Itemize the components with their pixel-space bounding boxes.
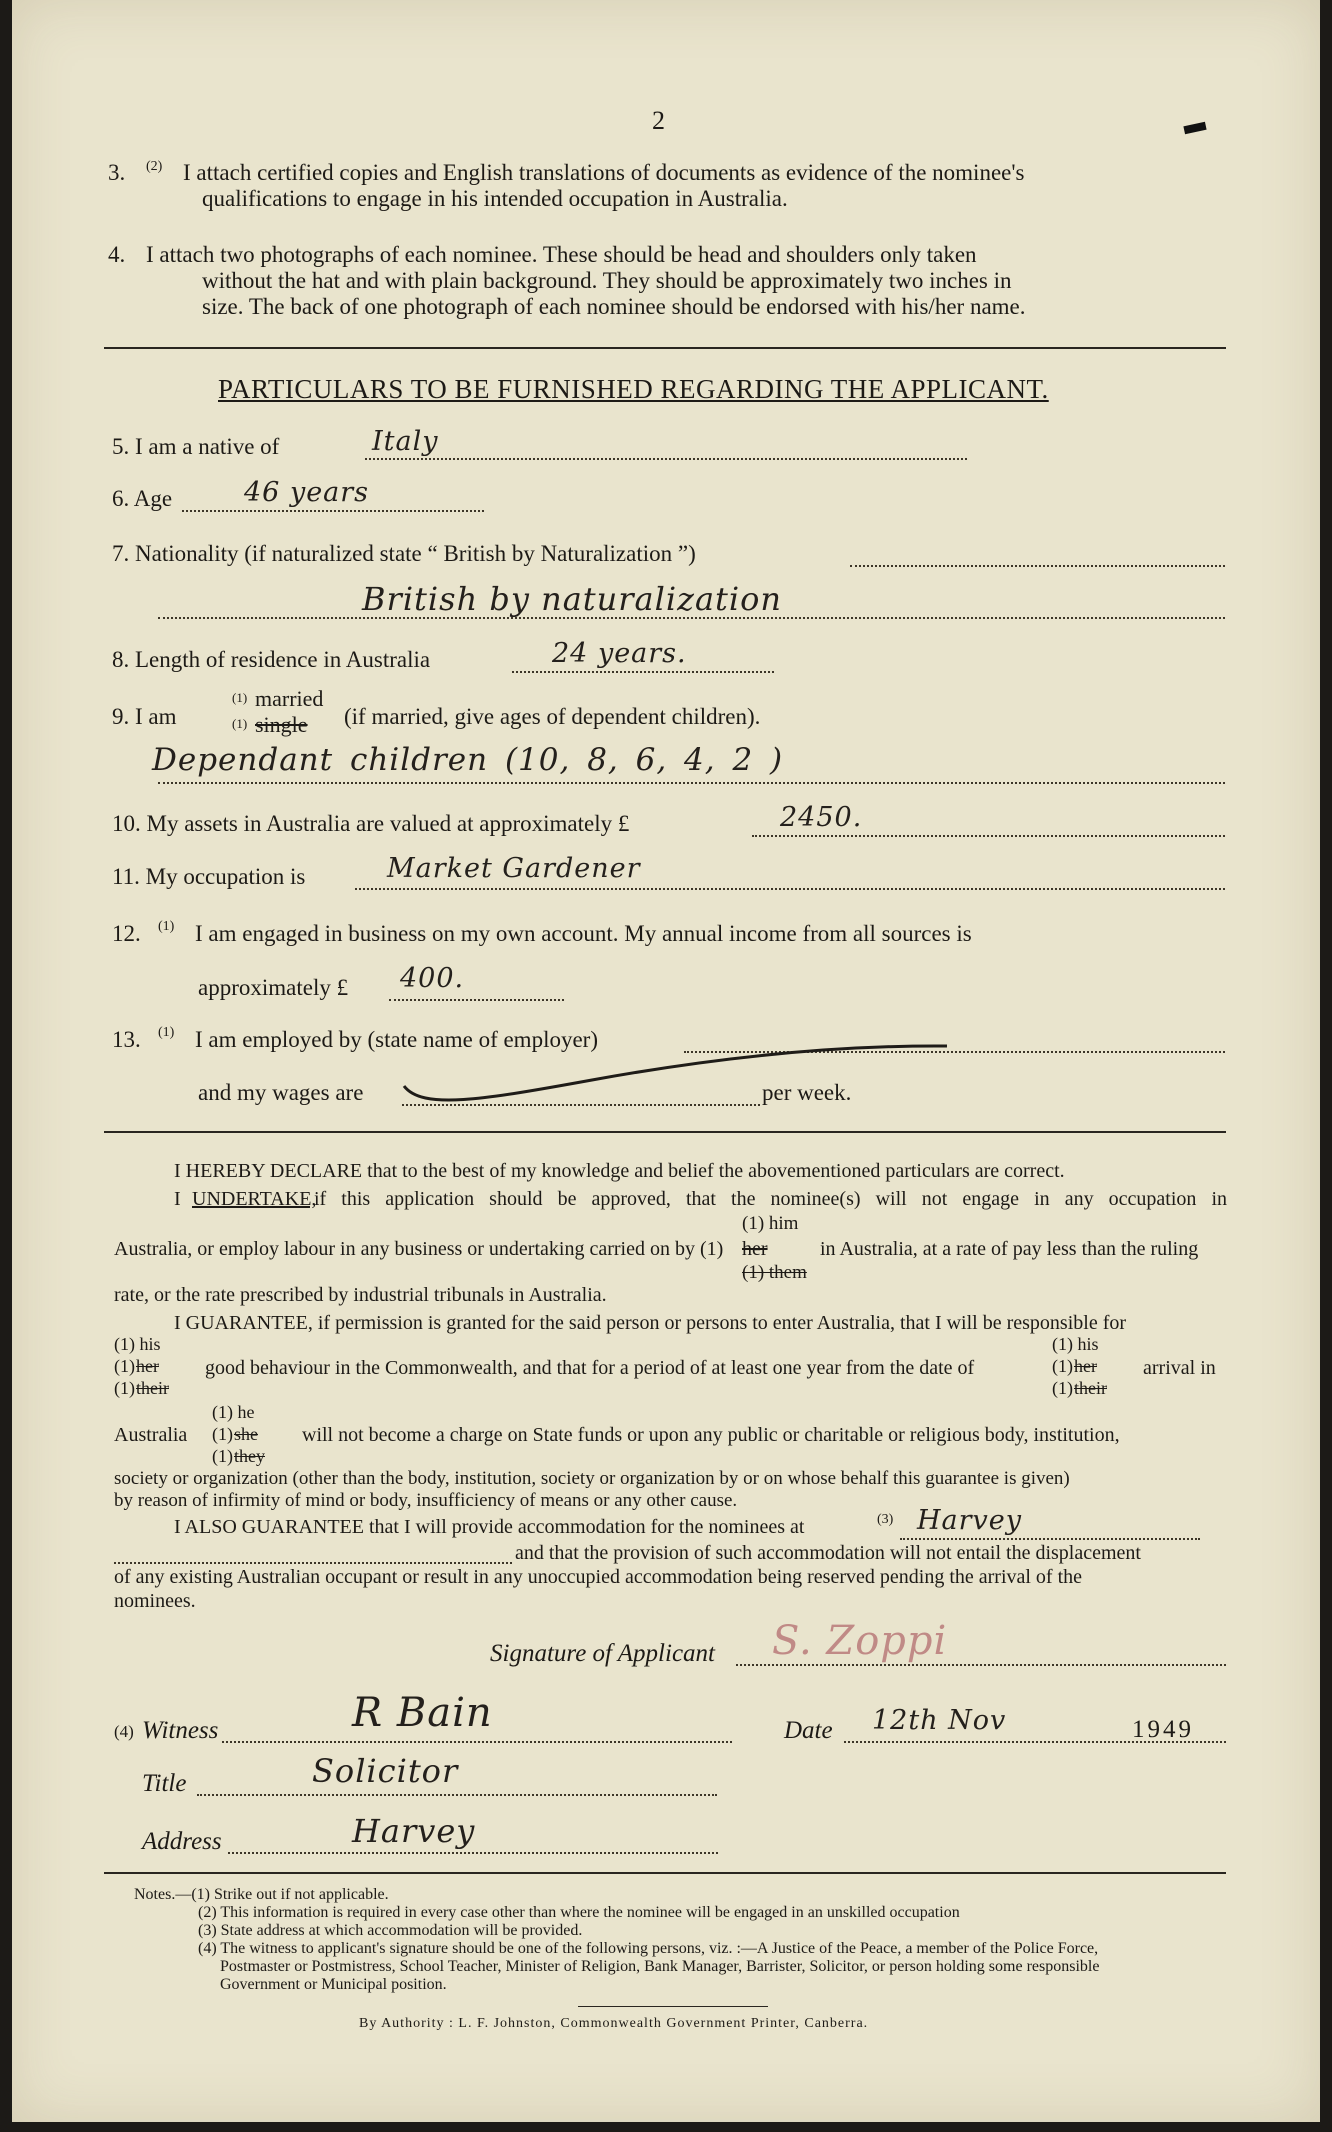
- title-value: Solicitor: [312, 1752, 459, 1790]
- item-4-number: 4.: [108, 242, 126, 267]
- single-option: single: [255, 712, 308, 737]
- age-line: [182, 510, 484, 512]
- single-ref: (1): [232, 716, 248, 731]
- undertake-line1: if this application should be approved, that the nominee(s) will not engage in any occupation in: [314, 1188, 1227, 1210]
- guarantee-their2-ref: (1): [1052, 1378, 1073, 1398]
- declaration-divider: [104, 1131, 1226, 1133]
- undertake-word: UNDERTAKE,: [192, 1188, 317, 1210]
- note-3: (3) State address at which accommodation will be provided.: [198, 1922, 583, 1939]
- guarantee-their: their: [136, 1378, 169, 1398]
- guarantee-she-ref: (1): [212, 1424, 233, 1444]
- title-label: Title: [142, 1770, 187, 1797]
- occupation-label: 11. My occupation is: [112, 864, 306, 889]
- business-line1: I am engaged in business on my own account. My annual income from all sources is: [195, 921, 972, 946]
- married-option: married: [255, 686, 324, 711]
- witness-line: [222, 1741, 732, 1743]
- employed-ref: (1): [158, 1025, 175, 1040]
- authority-rule: [578, 2006, 768, 2007]
- witness-signature: R Bain: [352, 1690, 493, 1736]
- address-value: Harvey: [352, 1812, 476, 1850]
- employed-number: 13.: [112, 1027, 141, 1052]
- date-label: Date: [784, 1717, 833, 1744]
- guarantee-they: they: [234, 1446, 265, 1466]
- note-2: (2) This information is required in every case other than where the nominee will be engaged in an unskilled occupation: [198, 1904, 960, 1921]
- employed-line2: and my wages are: [198, 1080, 364, 1105]
- note-4b: Postmaster or Postmistress, School Teacher, Minister of Religion, Bank Manager, Barrister, Solicitor, or person holding some responsible: [220, 1958, 1100, 1975]
- marital-label: 9. I am: [112, 704, 177, 729]
- undertake-them: (1) them: [742, 1262, 807, 1283]
- age-value: 46 years: [244, 477, 370, 508]
- item-3-line2: qualifications to engage in his intended occupation in Australia.: [202, 186, 788, 211]
- income-value: 400.: [400, 963, 465, 994]
- nationality-label: 7. Nationality (if naturalized state “ British by Naturalization ”): [112, 541, 696, 566]
- guarantee-he: (1) he: [212, 1402, 255, 1422]
- guarantee-her: her: [136, 1356, 159, 1376]
- assets-label: 10. My assets in Australia are valued at approximately £: [112, 811, 630, 836]
- item-3-ref: (2): [146, 159, 163, 174]
- nationality-value: British by naturalization: [362, 580, 782, 618]
- date-year: 1949: [1132, 1716, 1194, 1743]
- undertake-line2b: in Australia, at a rate of pay less than the ruling: [820, 1238, 1199, 1260]
- applicant-signature-line: [736, 1664, 1226, 1666]
- witness-label: Witness: [142, 1717, 219, 1744]
- note-4a: (4) The witness to applicant's signature should be one of the following persons, viz. :—A Justice of the Peace, a member of the Police Force,: [198, 1940, 1099, 1957]
- guarantee-they-ref: (1): [212, 1446, 233, 1466]
- married-ref: (1): [232, 690, 248, 705]
- accommodation-line4: nominees.: [114, 1590, 196, 1612]
- assets-line: [752, 835, 1225, 837]
- business-ref: (1): [158, 919, 175, 934]
- applicant-signature-label: Signature of Applicant: [490, 1640, 715, 1667]
- date-value: 12th Nov: [872, 1705, 1007, 1736]
- wages-suffix: per week.: [762, 1080, 852, 1105]
- guarantee-their2: their: [1074, 1378, 1107, 1398]
- ink-mark: [1183, 122, 1206, 134]
- income-line: [389, 999, 564, 1001]
- accommodation-line: [900, 1538, 1200, 1540]
- marital-instructions: (if married, give ages of dependent children).: [344, 704, 761, 729]
- guarantee-line2: good behaviour in the Commonwealth, and that for a period of at least one year from the date of: [205, 1357, 975, 1379]
- notes-head: Notes.—(1) Strike out if not applicable.: [134, 1886, 389, 1903]
- accommodation-line2-text: and that the provision of such accommodation will not entail the displacement: [515, 1542, 1141, 1564]
- applicant-signature: S. Zoppi: [772, 1618, 948, 1664]
- guarantee-line4: society or organization (other than the body, institution, society or organization by or on whose behalf this guarantee is given): [114, 1468, 1070, 1489]
- guarantee-his: (1) his: [114, 1334, 161, 1354]
- declare-text: I HEREBY DECLARE that to the best of my knowledge and belief the abovementioned particulars are correct.: [174, 1160, 1065, 1182]
- accommodation-line2: [114, 1562, 512, 1564]
- children-line: [158, 782, 1225, 784]
- accommodation-value: Harvey: [917, 1505, 1023, 1536]
- page-number: 2: [652, 106, 665, 135]
- guarantee-arrival: arrival in: [1143, 1357, 1216, 1379]
- item-3-number: 3.: [108, 160, 126, 185]
- form-page: [12, 0, 1320, 2122]
- title-line: [197, 1794, 717, 1796]
- guarantee-she: she: [234, 1424, 258, 1444]
- age-label: 6. Age: [112, 486, 173, 511]
- nationality-line1: [850, 565, 1225, 567]
- undertake-i: I: [174, 1188, 181, 1210]
- undertake-her: her: [742, 1238, 768, 1260]
- undertake-line3: rate, or the rate prescribed by industrial tribunals in Australia.: [114, 1284, 607, 1306]
- item-4-line3: size. The back of one photograph of each nominee should be endorsed with his/her name.: [202, 294, 1026, 319]
- undertake-line2a: Australia, or employ labour in any business or undertaking carried on by (1): [114, 1238, 724, 1260]
- employed-line1: I am employed by (state name of employer): [195, 1027, 598, 1052]
- residence-value: 24 years.: [552, 638, 687, 669]
- guarantee-their-ref: (1): [114, 1378, 135, 1398]
- note-4c: Government or Municipal position.: [220, 1976, 447, 1993]
- accommodation-line3: of any existing Australian occupant or result in any unoccupied accommodation being reserved pending the arrival of the: [114, 1566, 1083, 1588]
- address-line: [228, 1852, 718, 1854]
- guarantee-line3: will not become a charge on State funds or upon any public or charitable or religious body, institution,: [302, 1424, 1120, 1446]
- assets-value: 2450.: [780, 802, 863, 833]
- native-label: 5. I am a native of: [112, 434, 280, 459]
- accommodation-ref: (3): [877, 1512, 894, 1527]
- witness-ref: (4): [114, 1722, 134, 1741]
- item-4-line1: I attach two photographs of each nominee. These should be head and shoulders only taken: [146, 242, 977, 267]
- occupation-line: [355, 888, 1225, 890]
- guarantee-her2-ref: (1): [1052, 1356, 1073, 1376]
- occupation-value: Market Gardener: [387, 853, 641, 884]
- section-divider: [104, 347, 1226, 349]
- native-value: Italy: [372, 426, 439, 457]
- native-line: [365, 458, 967, 460]
- guarantee-his2: (1) his: [1052, 1334, 1099, 1354]
- item-3-line1: I attach certified copies and English translations of documents as evidence of the nominee's: [183, 160, 1025, 185]
- undertake-him: (1) him: [742, 1213, 799, 1234]
- guarantee-line5: by reason of infirmity of mind or body, insufficiency of means or any other cause.: [114, 1490, 738, 1511]
- accommodation-line1: I ALSO GUARANTEE that I will provide accommodation for the nominees at: [174, 1516, 805, 1538]
- notes-divider: [104, 1872, 1226, 1874]
- strike-through-stroke: [392, 1030, 952, 1110]
- business-number: 12.: [112, 921, 141, 946]
- address-label: Address: [142, 1828, 222, 1855]
- residence-line: [512, 671, 774, 673]
- business-line2: approximately £: [198, 975, 349, 1000]
- guarantee-her2: her: [1074, 1356, 1097, 1376]
- children-value: Dependant children (10, 8, 6, 4, 2 ): [152, 742, 784, 778]
- guarantee-line1: I GUARANTEE, if permission is granted for the said person or persons to enter Australia, that I will be responsible for: [174, 1312, 1127, 1334]
- residence-label: 8. Length of residence in Australia: [112, 647, 431, 672]
- authority-imprint: By Authority : L. F. Johnston, Commonwealth Government Printer, Canberra.: [359, 2016, 869, 2031]
- section-title: PARTICULARS TO BE FURNISHED REGARDING THE APPLICANT.: [218, 374, 1049, 404]
- item-4-line2: without the hat and with plain background. They should be approximately two inches in: [202, 268, 1012, 293]
- guarantee-australia: Australia: [114, 1424, 188, 1446]
- guarantee-her-ref: (1): [114, 1356, 135, 1376]
